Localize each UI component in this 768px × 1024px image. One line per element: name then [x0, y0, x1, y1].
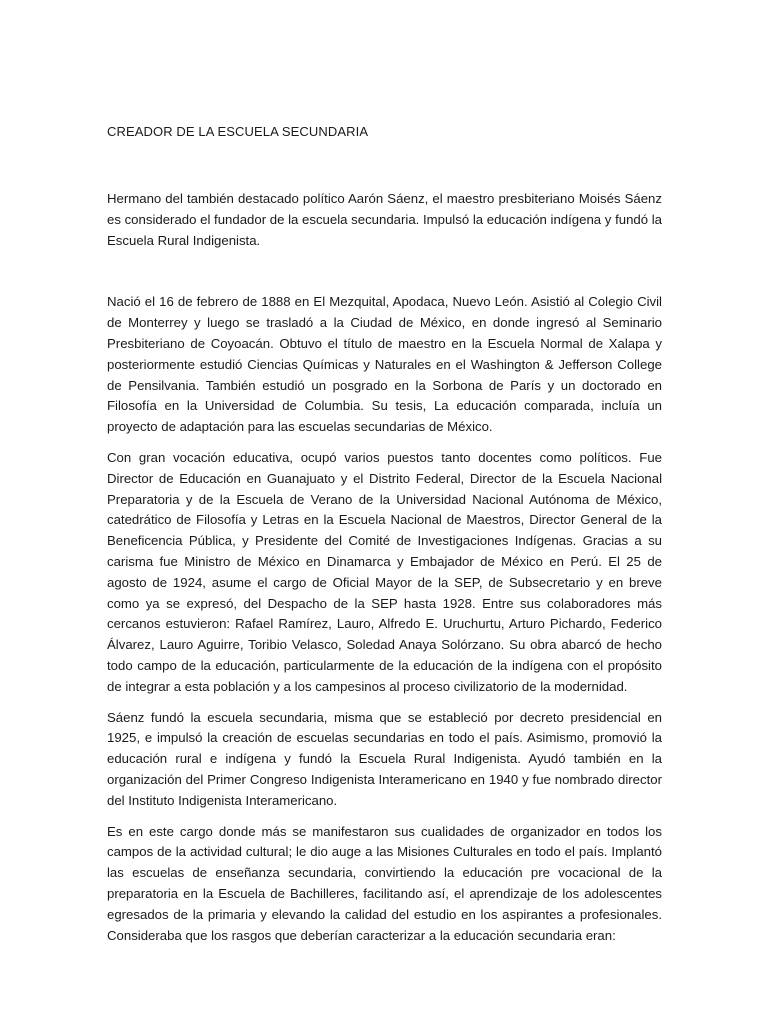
- paragraph-career: Con gran vocación educativa, ocupó varios puestos tanto docentes como políticos. Fue Director de Educación en Guanajuato y el Distrito Federal, Director de la Escuela Nacional Preparatoria y de la Escuela de Verano de la Universidad Nacional Autónoma de México, catedrático de Filosofía y Letras en la Escuela Nacional de Maestros, Director General de la Beneficencia Pública, y Presidente del Comité de Investigaciones Indígenas. Gracias a su carisma fue Ministro de México en Dinamarca y Embajador de México en Perú. El 25 de agosto de 1924, asume el cargo de Oficial Mayor de la SEP, de Subsecretario y en breve como ya se expresó, del Despacho de la SEP hasta 1928. Entre sus colaboradores más cercanos estuvieron: Rafael Ramírez, Lauro, Alfredo E. Uruchurtu, Arturo Pichardo, Federico Álvarez, Lauro Aguirre, Toribio Velasco, Soledad Anaya Solórzano. Su obra abarcó de hecho todo campo de la educación, particularmente de la educación de la indígena con el propósito de integrar a esta población y a los campesinos al proceso civilizatorio de la modernidad.: [107, 449, 662, 694]
- paragraph-organizer: Es en este cargo donde más se manifestaron sus cualidades de organizador en todos los campos de la actividad cultural; le dio auge a las Misiones Culturales en todo el país. Implantó las escuelas de enseñanza secundaria, convirtiendo la educación pre vocacional de la preparatoria en la Escuela de Bachilleres, facilitando así, el aprendizaje de los adolescentes egresados de la primaria y elevando la calidad del estudio en los aspirantes a profesionales. Consideraba que los rasgos que deberían caracterizar a la educación secundaria eran:: [107, 823, 662, 943]
- paragraph-intro: Hermano del también destacado político Aarón Sáenz, el maestro presbiteriano Moisés Sáenz es considerado el fundador de la escuela secundaria. Impulsó la educación indígena y fundó la Escuela Rural Indigenista.: [107, 191, 662, 248]
- document-body: [107, 122, 662, 946]
- paragraph-foundation: Sáenz fundó la escuela secundaria, misma que se estableció por decreto presidencial en 1925, e impulsó la creación de escuelas secundarias en todo el país. Asimismo, promovió la educación rural e indígena y fundó la Escuela Rural Indigenista. Ayudó también en la organización del Primer Congreso Indigenista Interamericano en 1940 y fue nombrado director del Instituto Indigenista Interamericano.: [107, 709, 662, 808]
- document-title: CREADOR DE LA ESCUELA SECUNDARIA: [107, 124, 369, 139]
- paragraph-biography: Nació el 16 de febrero de 1888 en El Mezquital, Apodaca, Nuevo León. Asistió al Colegio Civil de Monterrey y luego se trasladó a la Ciudad de México, en donde ingresó al Seminario Presbiteriano de Coyoacán. Obtuvo el título de maestro en la Escuela Normal de Xalapa y posteriormente estudió Ciencias Químicas y Naturales en el Washington & Jefferson College de Pensilvania. También estudió un posgrado en la Sorbona de París y un doctorado en Filosofía en la Universidad de Columbia. Su tesis, La educación comparada, incluía un proyecto de adaptación para las escuelas secundarias de México.: [107, 294, 662, 435]
